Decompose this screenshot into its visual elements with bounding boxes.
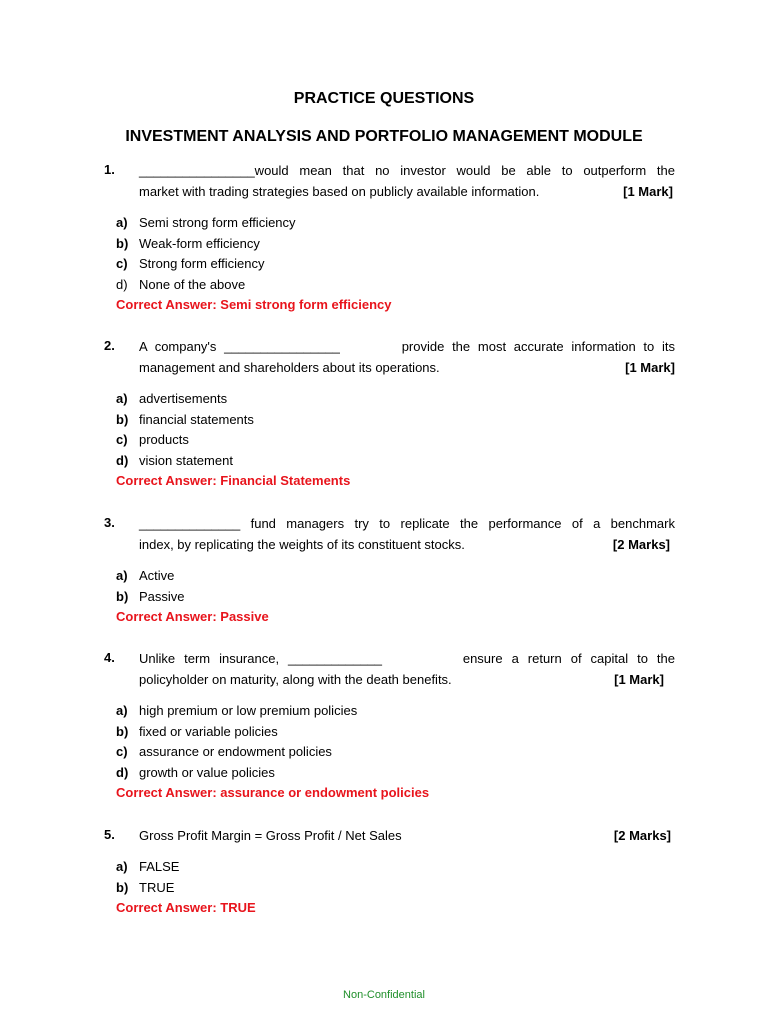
option-item — [116, 213, 296, 234]
option-item — [116, 410, 254, 431]
question-1-answer: Correct Answer: Semi strong form efficiency — [116, 297, 392, 312]
question-4-line-2-text: policyholder on maturity, along with the death benefits. — [139, 672, 452, 687]
option-letter: a) — [116, 391, 128, 406]
option-letter: b) — [116, 588, 129, 604]
option-text: Semi strong form efficiency — [139, 215, 296, 230]
option-letter: b) — [116, 723, 129, 739]
question-1-line-2-text: market with trading strategies based on publicly available information. — [139, 184, 540, 199]
option-item — [116, 857, 179, 878]
question-1-text — [139, 160, 675, 202]
question-1-options — [116, 213, 296, 295]
option-letter: d) — [116, 452, 129, 468]
option-item — [116, 878, 179, 899]
option-text: assurance or endowment policies — [139, 744, 332, 759]
question-1-number: 1. — [104, 162, 115, 177]
question-2-line-1: A company's ________________ provide the most accurate information to its — [139, 339, 675, 354]
option-item — [116, 742, 357, 763]
question-5-line-1-text: Gross Profit Margin = Gross Profit / Net Sales — [139, 828, 402, 843]
option-letter: c) — [116, 256, 128, 271]
question-5-line-1 — [139, 825, 671, 846]
question-2-mark: [1 Mark] — [625, 360, 675, 375]
option-text: Active — [139, 568, 175, 583]
question-2-line-2-text: management and shareholders about its operations. — [139, 360, 440, 375]
question-2-answer: Correct Answer: Financial Statements — [116, 473, 351, 488]
question-1-line-2 — [139, 181, 675, 202]
option-text: fixed or variable policies — [139, 723, 278, 739]
footer-classification: Non-Confidential — [343, 989, 425, 1001]
question-3-options — [116, 566, 185, 607]
question-3-text — [139, 513, 675, 555]
option-text: FALSE — [139, 859, 180, 874]
question-2-options — [116, 389, 254, 471]
option-text: vision statement — [139, 452, 233, 468]
question-3-line-2 — [139, 534, 675, 555]
option-item — [116, 587, 185, 608]
option-item — [116, 701, 357, 722]
option-letter: b) — [116, 411, 129, 427]
option-item — [116, 234, 296, 255]
option-letter: a) — [116, 568, 128, 583]
question-2-text — [139, 336, 675, 378]
option-item — [116, 451, 254, 472]
question-4-number: 4. — [104, 650, 115, 665]
question-3-mark: [2 Marks] — [612, 537, 670, 552]
question-4-answer: Correct Answer: assurance or endowment policies — [116, 785, 430, 800]
question-5-answer: Correct Answer: TRUE — [116, 900, 256, 915]
option-text: financial statements — [139, 411, 254, 427]
question-1-line-1: ________________would mean that no investor would be able to outperform the — [139, 163, 675, 178]
option-text: growth or value policies — [139, 764, 275, 780]
option-item — [116, 389, 254, 410]
question-4-line-2 — [139, 669, 675, 690]
option-item — [116, 430, 254, 451]
option-item — [116, 722, 357, 743]
question-4-line-1: Unlike term insurance, _____________ ensure a return of capital to the — [139, 651, 675, 666]
question-3-line-1: ______________ fund managers try to replicate the performance of a benchmark — [139, 516, 675, 531]
question-3-line-2-text: index, by replicating the weights of its constituent stocks. — [139, 537, 465, 552]
question-1-mark: [1 Mark] — [623, 184, 673, 199]
option-letter: c) — [116, 744, 128, 759]
option-letter: b) — [116, 879, 129, 895]
question-4-mark: [1 Mark] — [614, 672, 664, 687]
question-3-number: 3. — [104, 515, 115, 530]
option-text: TRUE — [139, 879, 175, 895]
option-text: Strong form efficiency — [139, 256, 265, 271]
question-2-line-2 — [139, 357, 675, 378]
page-title: PRACTICE QUESTIONS — [293, 90, 475, 107]
module-title: INVESTMENT ANALYSIS AND PORTFOLIO MANAGEMENT MODULE — [125, 128, 643, 145]
question-5-options — [116, 857, 179, 898]
option-text: Weak-form efficiency — [139, 235, 260, 251]
option-item — [116, 254, 296, 275]
option-letter: c) — [116, 432, 128, 447]
option-letter: d) — [116, 764, 129, 780]
option-text: None of the above — [139, 276, 246, 292]
option-text: high premium or low premium policies — [139, 703, 358, 718]
option-letter: a) — [116, 215, 128, 230]
option-letter: d) — [116, 276, 128, 292]
question-2-number: 2. — [104, 338, 115, 353]
option-item — [116, 275, 296, 296]
option-item — [116, 763, 357, 784]
question-5-number: 5. — [104, 827, 115, 842]
question-5-text — [139, 825, 671, 846]
option-item — [116, 566, 185, 587]
option-letter: a) — [116, 703, 128, 718]
option-letter: a) — [116, 859, 128, 874]
question-4-options — [116, 701, 357, 783]
question-3-answer: Correct Answer: Passive — [116, 609, 269, 624]
option-text: advertisements — [139, 391, 228, 406]
option-text: Passive — [139, 588, 185, 604]
option-letter: b) — [116, 235, 129, 251]
question-4-text — [139, 648, 675, 690]
question-5-mark: [2 Marks] — [613, 828, 671, 843]
option-text: products — [139, 432, 189, 447]
